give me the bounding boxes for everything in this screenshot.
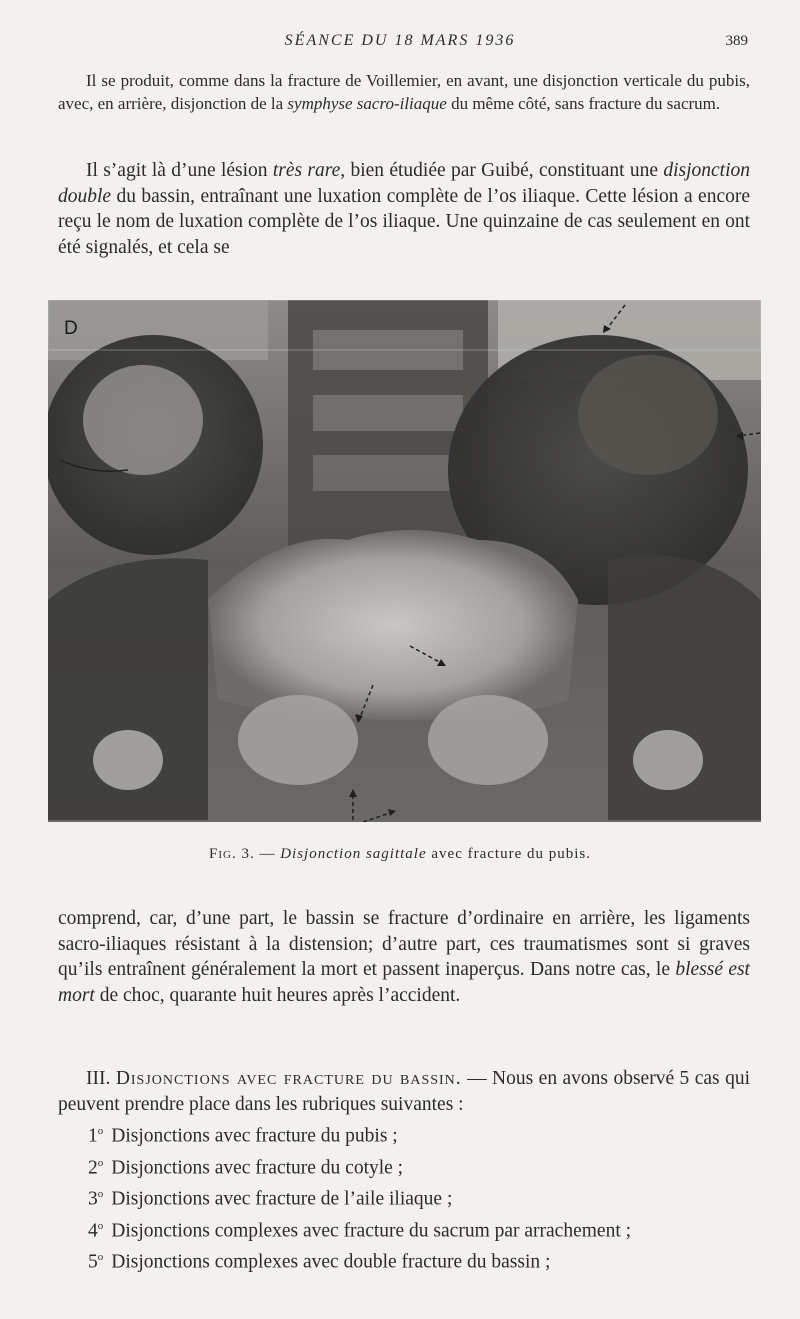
figure-caption — [0, 846, 800, 863]
running-header — [0, 30, 800, 56]
list-item — [58, 1181, 750, 1213]
list-number: 3 — [88, 1188, 98, 1210]
caption-prefix: Fig. 3. — [209, 846, 255, 862]
figure-corner-label: D — [64, 318, 78, 339]
list-item — [58, 1118, 750, 1150]
paragraph-1-italic: symphyse sacro-iliaque — [287, 93, 447, 113]
list-number: 1 — [88, 1125, 98, 1147]
list-item — [58, 1244, 750, 1276]
section-3-intro — [58, 1066, 750, 1118]
paragraph-3-text-b: de choc, quarante huit heures après l’accident. — [94, 984, 461, 1006]
page-number: 389 — [725, 33, 748, 49]
list-text: Disjonctions complexes avec fracture du sacrum par arrachement ; — [111, 1220, 632, 1241]
list-number: 4 — [88, 1220, 98, 1241]
paragraph-3-text-a: comprend, car, d’une part, le bassin se fracture d’ordinaire en arrière, les ligaments sacro-iliaques résistant à la distension; d’autre part, ces traumatismes sont si graves qu’ils entraînent généralement la mort et passent inaperçus. Dans notre cas, le — [58, 908, 750, 980]
caption-rest: avec fracture du pubis. — [426, 846, 591, 862]
paragraph-2 — [58, 158, 750, 260]
paragraph-2-text-c: du bassin, entraînant une luxation complète de l’os iliaque. Cette lésion a encore reçu le nom de luxation complète de l’os iliaque. Une quinzaine de cas seulement en ont été signalés, et cela se — [58, 185, 750, 258]
list-ordinal: o — [97, 1219, 104, 1232]
section-3-numeral: III. — [86, 1068, 116, 1089]
list-text: Disjonctions avec fracture du pubis ; — [111, 1125, 398, 1147]
category-list — [58, 1118, 750, 1276]
caption-italic: Disjonction sagittale — [280, 846, 427, 862]
paragraph-3-italic: blessé est mort — [58, 959, 750, 1006]
paragraph-1-text-b: du même côté, sans fracture du sacrum. — [446, 93, 721, 113]
section-3-text: — Nous en avons observé 5 cas qui peuvent prendre place dans les rubriques suivantes : — [58, 1068, 751, 1115]
paragraph-2-text-a: Il s’agit là d’une lésion — [86, 160, 273, 181]
paragraph-2-italic-b: disjonction double — [58, 160, 751, 207]
paragraph-2-italic-a: très rare — [272, 160, 341, 181]
list-item — [58, 1213, 750, 1245]
xray-figure — [48, 300, 761, 822]
paragraph-1-text-a: Il se produit, comme dans la fracture de Voillemier, en avant, une disjonction verticale du pubis, avec, en arrière, disjonction de la — [58, 71, 750, 113]
list-ordinal: o — [97, 1125, 104, 1137]
list-item — [58, 1150, 750, 1182]
paragraph-1 — [58, 70, 750, 115]
list-ordinal: o — [97, 1251, 104, 1263]
xray-image — [48, 300, 761, 822]
section-3-heading: Disjonctions avec fracture du bassin. — [115, 1068, 462, 1089]
list-number: 2 — [88, 1157, 98, 1178]
list-text: Disjonctions avec fracture du cotyle ; — [111, 1157, 404, 1178]
list-text: Disjonctions avec fracture de l’aile iliaque ; — [111, 1188, 453, 1210]
paragraph-3 — [58, 906, 750, 1008]
paragraph-2-text-b: , bien étudiée par Guibé, constituant une — [340, 160, 664, 181]
caption-dash: — — [254, 846, 281, 862]
list-ordinal: o — [97, 1156, 104, 1169]
header-title: SÉANCE DU 18 MARS 1936 — [284, 32, 516, 49]
list-text: Disjonctions complexes avec double fracture du bassin ; — [111, 1251, 551, 1273]
list-number: 5 — [88, 1251, 98, 1273]
list-ordinal: o — [97, 1188, 104, 1200]
